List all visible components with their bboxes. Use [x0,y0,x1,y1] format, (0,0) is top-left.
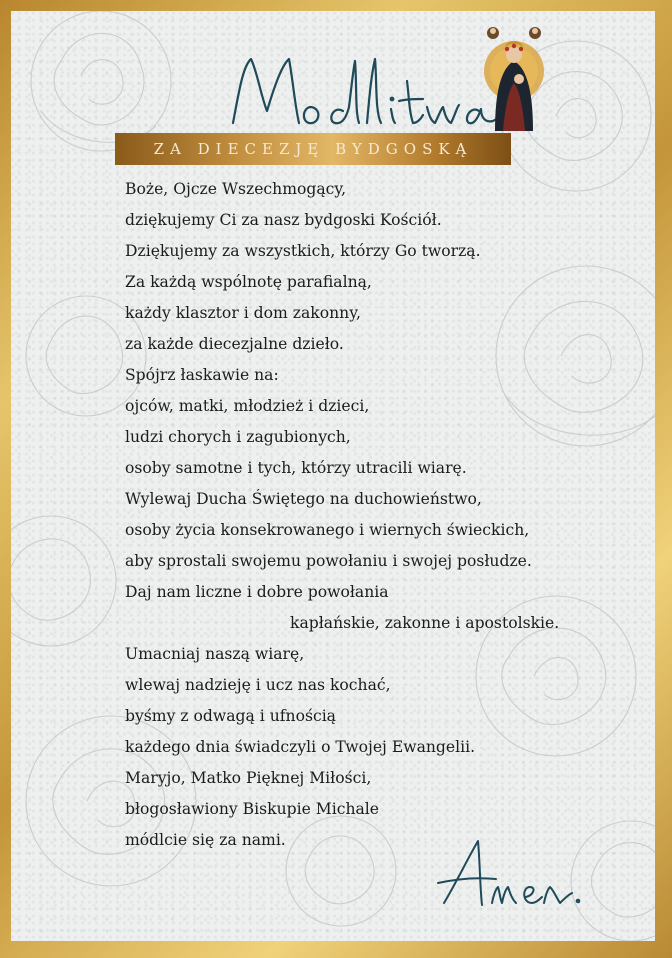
prayer-card [11,11,655,941]
prayer-line: ojców, matki, młodzież i dzieci, [125,397,370,415]
prayer-line: Maryjo, Matko Pięknej Miłości, [125,769,372,787]
prayer-line: kapłańskie, zakonne i apostolskie. [290,614,560,632]
prayer-line: byśmy z odwagą i ufnością [125,707,336,725]
prayer-line: osoby życia konsekrowanego i wiernych świeckich, [125,521,530,539]
prayer-line: Dziękujemy za wszystkich, którzy Go tworzą. [125,242,481,260]
prayer-line: każdy klasztor i dom zakonny, [125,304,361,322]
amen-text: Amen. [436,833,440,834]
title-text: Modlitwa [11,11,16,12]
subtitle-text: ZA DIECEZJĘ BYDGOSKĄ [153,140,473,158]
prayer-line: osoby samotne i tych, którzy utracili wiarę. [125,459,467,477]
prayer-line: aby sprostali swojemu powołaniu i swojej posłudze. [125,552,532,570]
prayer-line: każdego dnia świadczyli o Twojej Ewangelii. [125,738,476,756]
prayer-line: módlcie się za nami. [125,831,286,849]
prayer-text [125,174,625,856]
prayer-line: błogosławiony Biskupie Michale [125,800,380,818]
prayer-line: Wylewaj Ducha Świętego na duchowieństwo, [125,490,482,508]
prayer-line: Daj nam liczne i dobre powołania [125,583,389,601]
prayer-line: ludzi chorych i zagubionych, [125,428,351,446]
prayer-line: Umacniaj naszą wiarę, [125,645,305,663]
amen-signature [436,833,586,913]
prayer-line: za każde diecezjalne dzieło. [125,335,344,353]
prayer-line: Spójrz łaskawie na: [125,366,279,384]
prayer-line: Za każdą wspólnotę parafialną, [125,273,372,291]
prayer-line: dziękujemy Ci za nasz bydgoski Kościół. [125,211,442,229]
madonna-icon [481,19,547,131]
prayer-line: Boże, Ojcze Wszechmogący, [125,180,347,198]
prayer-line: wlewaj nadzieję i ucz nas kochać, [125,676,391,694]
